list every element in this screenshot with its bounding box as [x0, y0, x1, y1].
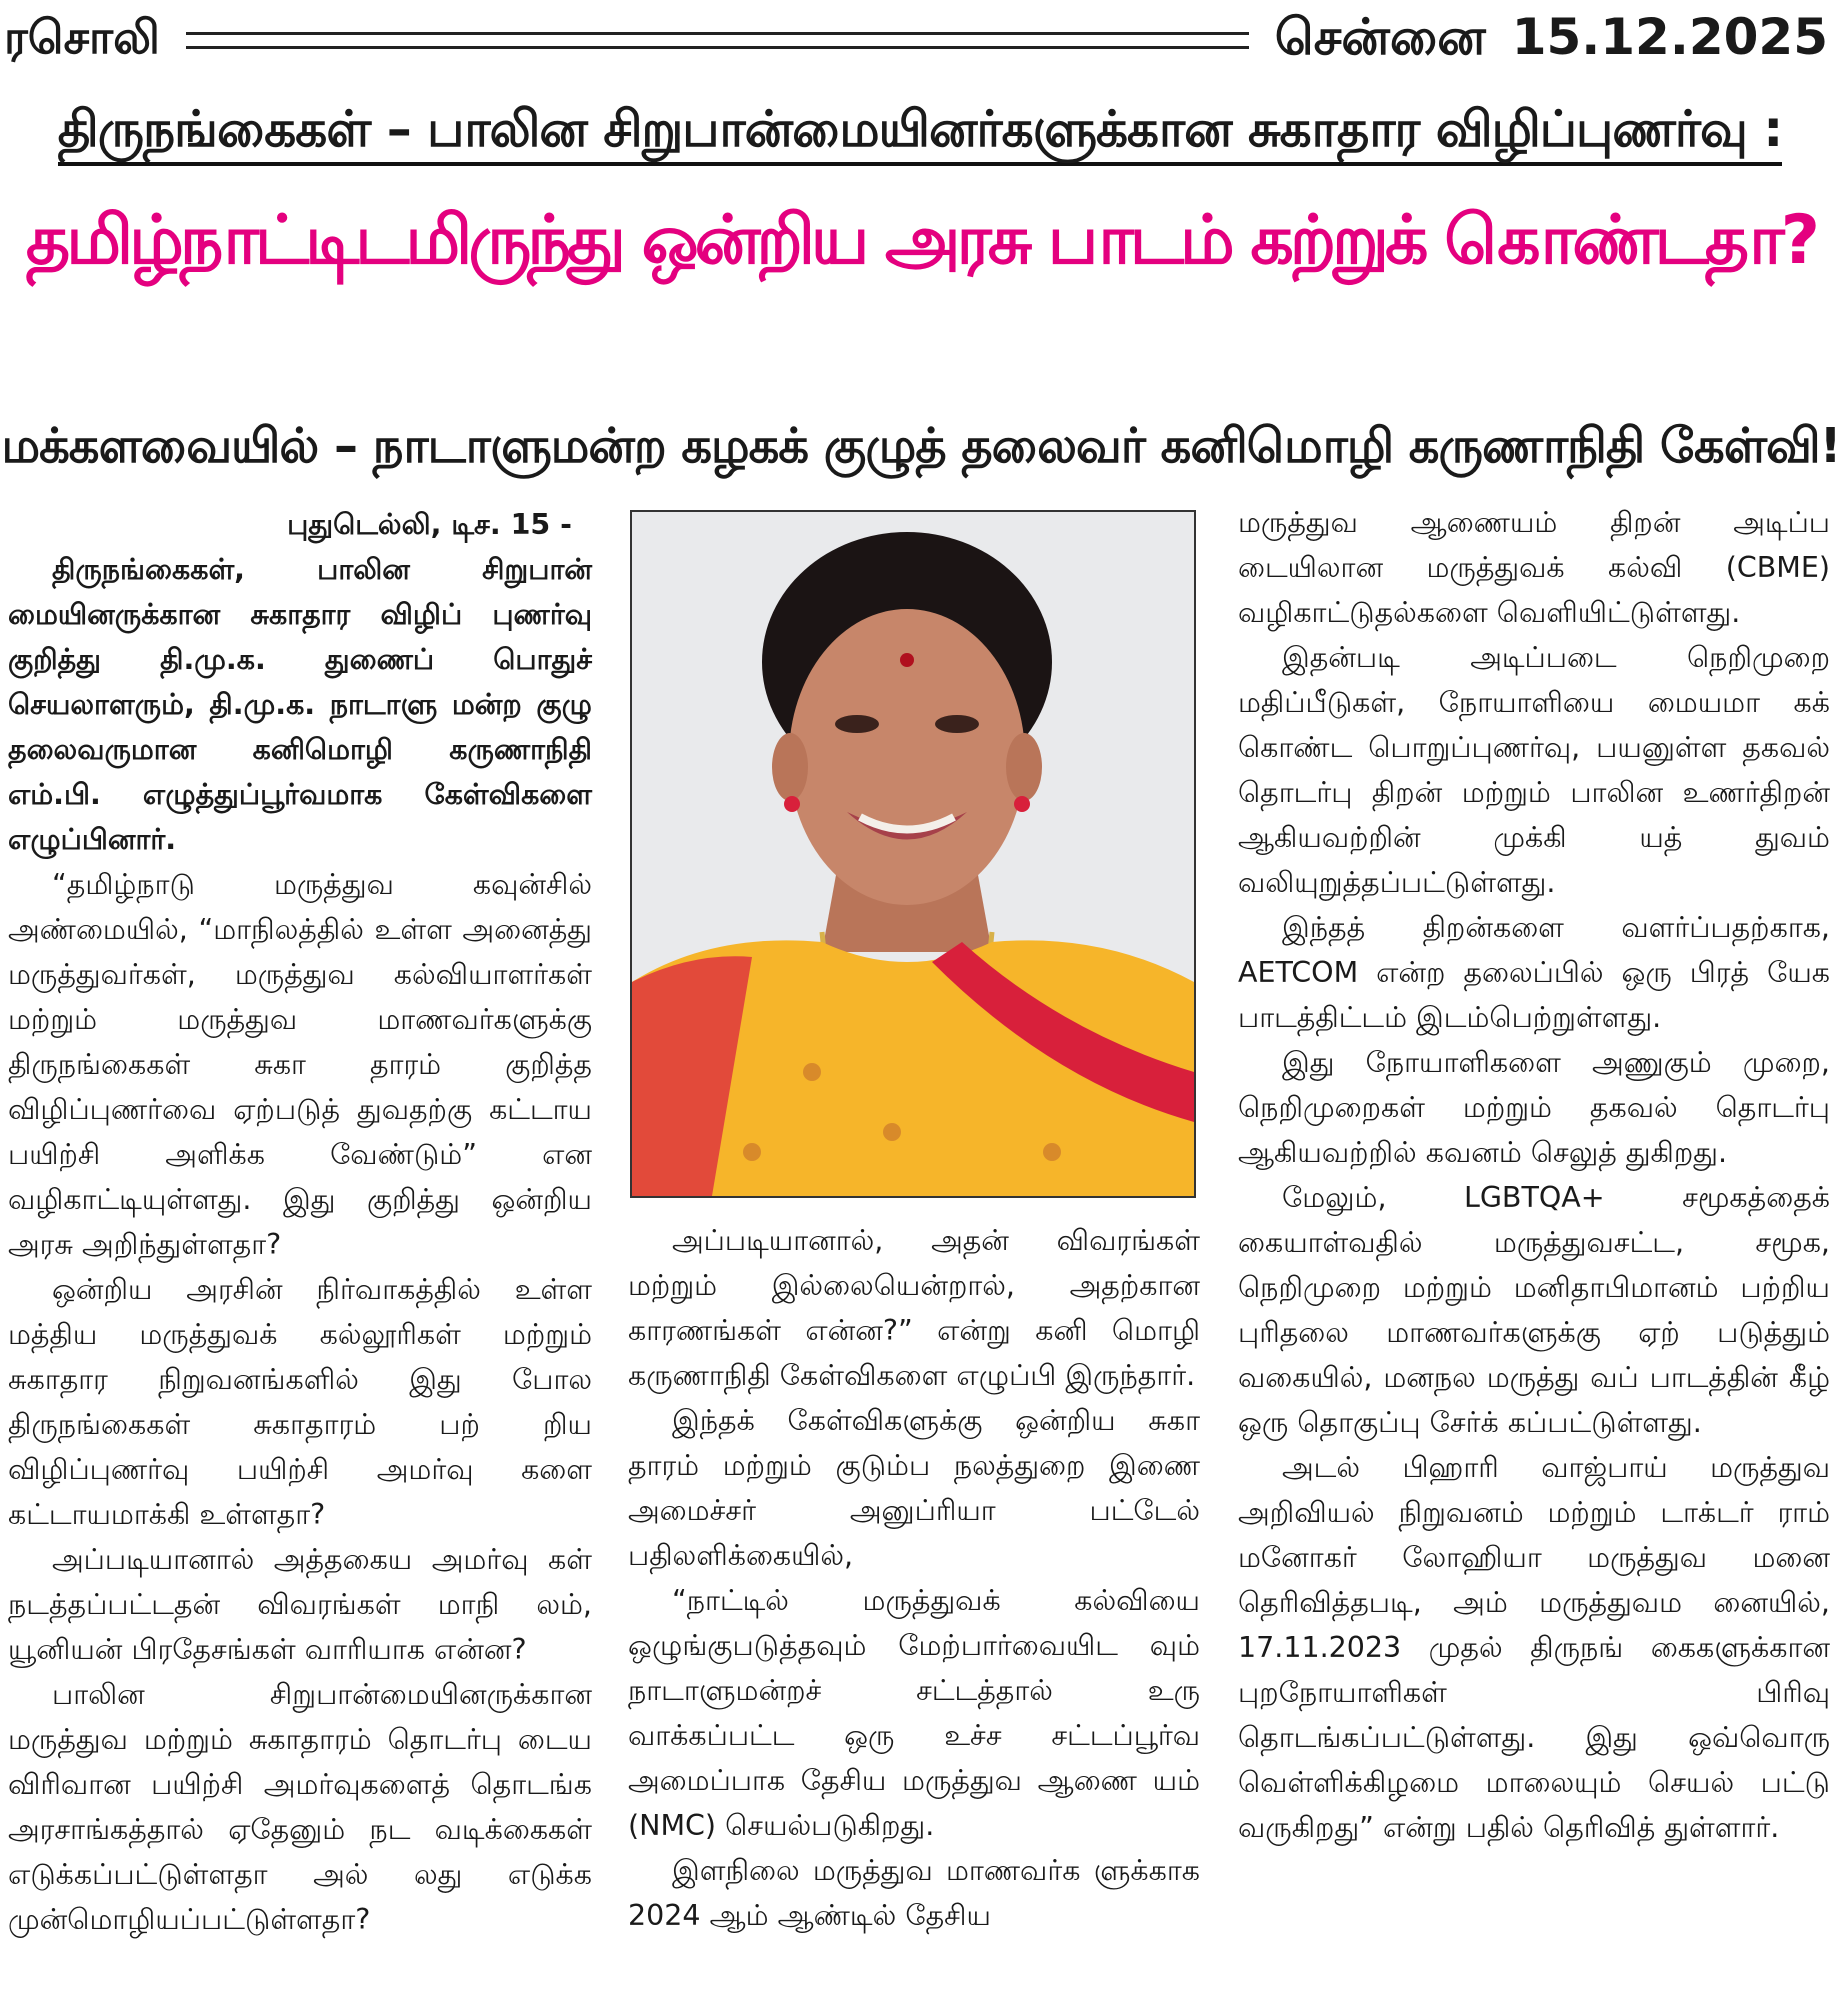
article-paragraph: இது நோயாளிகளை அணுகும் முறை, நெறிமுறைகள் மற்றும் தகவல் தொடர்பு ஆகியவற்றில் கவனம் செலுத் துகிறது. — [1238, 1046, 1830, 1169]
sub-headline: மக்களவையில் – நாடாளுமன்ற கழகக் குழுத் தலைவர் கனிமொழி கருணாநிதி கேள்வி! — [1, 418, 1841, 474]
article-paragraph: ஒன்றிய அரசின் நிர்வாகத்தில் உள்ள மத்திய மருத்துவக் கல்லூரிகள் மற்றும் சுகாதார நிறுவனங்களில் இது போல திருநங்கைகள் சுகாதாரம் பற் றிய விழிப்புணர்வு பயிற்சி அமர்வு களை கட்டாயமாக்கி உள்ளதா? — [8, 1273, 592, 1531]
eye-left — [835, 715, 879, 733]
main-headline: தமிழ்நாட்டிடமிருந்து ஒன்றிய அரசு பாடம் கற்றுக் கொண்டதா? — [25, 201, 1817, 280]
masthead-rule — [186, 32, 1249, 49]
ear-right — [1006, 733, 1042, 801]
kicker-text: திருநங்கைகள் – பாலின சிறுபான்மையினர்களுக்கான சுகாதார விழிப்புணர்வு : — [58, 100, 1782, 166]
article-paragraph: மருத்துவ ஆணையம் திறன் அடிப்ப டையிலான மருத்துவக் கல்வி (CBME) வழிகாட்டுதல்களை வெளியிட்டுள்ளது. — [1238, 506, 1830, 629]
article-paragraph: இந்தத் திறன்களை வளர்ப்பதற்காக, AETCOM என்ற தலைப்பில் ஒரு பிரத் யேக பாடத்திட்டம் இடம்பெற்றுள்ளது. — [1238, 911, 1830, 1034]
masthead-date: 15.12.2025 — [1511, 7, 1828, 66]
eye-right — [935, 715, 979, 733]
earring-right — [1014, 796, 1030, 812]
earring-left — [784, 796, 800, 812]
article-paragraph: அப்படியானால், அதன் விவரங்கள் மற்றும் இல்லையென்றால், அதற்கான காரணங்கள் என்ன?” என்று கனி மொழி கருணாநிதி கேள்விகளை எழுப்பி இருந்தார். — [628, 1224, 1200, 1392]
article-column-3 — [1238, 500, 1830, 1850]
article-paragraph: இந்தக் கேள்விகளுக்கு ஒன்றிய சுகா தாரம் மற்றும் குடும்ப நலத்துறை இணை அமைச்சர் அனுப்ரியா பட்டேல் பதிலளிக்கையில், — [628, 1404, 1200, 1572]
article-column-1 — [8, 502, 592, 1942]
portrait-illustration — [632, 512, 1194, 1196]
article-paragraph: இளநிலை மருத்துவ மாணவர்க ளுக்காக 2024 ஆம் ஆண்டில் தேசிய — [628, 1854, 1200, 1932]
article-column-2 — [628, 1218, 1200, 1938]
article-paragraph: “நாட்டில் மருத்துவக் கல்வியை ஒழுங்குபடுத்தவும் மேற்பார்வையிட வும் நாடாளுமன்றச் சட்டத்தால் உரு வாக்கப்பட்ட ஒரு உச்ச சட்டப்பூர்வ அமைப்பாக தேசிய மருத்துவ ஆணை யம் (NMC) செயல்படுகிறது. — [628, 1584, 1200, 1842]
article-paragraph: இதன்படி அடிப்படை நெறிமுறை மதிப்பீடுகள், நோயாளியை மையமா கக் கொண்ட பொறுப்புணர்வு, பயனுள்ள தகவல் தொடர்பு திறன் மற்றும் பாலின உணர்திறன் ஆகியவற்றின் முக்கி யத் துவம் வலியுறுத்தப்பட்டுள்ளது. — [1238, 641, 1830, 899]
article-lead-paragraph: திருநங்கைகள், பாலின சிறுபான் மையினருக்கான சுகாதார விழிப் புணர்வு குறித்து தி.மு.க. துணைப் பொதுச் செயலாளரும், தி.மு.க. நாடாளு மன்ற குழு தலைவருமான கனிமொழி கருணாநிதி எம்.பி. எழுத்துப்பூர்வமாக கேள்விகளை எழுப்பினார். — [8, 553, 592, 856]
article-paragraph: “தமிழ்நாடு மருத்துவ கவுன்சில் அண்மையில், “மாநிலத்தில் உள்ள அனைத்து மருத்துவர்கள், மருத்துவ கல்வியாளர்கள் மற்றும் மருத்துவ மாணவர்களுக்கு திருநங்கைகள் சுகா தாரம் குறித்த விழிப்புணர்வை ஏற்படுத் துவதற்கு கட்டாய பயிற்சி அளிக்க வேண்டும்” என வழிகாட்டியுள்ளது. இது குறித்து ஒன்றிய அரசு அறிந்துள்ளதா? — [8, 868, 592, 1261]
saree-motif — [1043, 1143, 1061, 1161]
article-dateline: புதுடெல்லி, டிச. 15 - — [287, 508, 572, 541]
masthead-city: சென்னை — [1274, 7, 1486, 66]
article-paragraph: அடல் பிஹாரி வாஜ்பாய் மருத்துவ அறிவியல் நிறுவனம் மற்றும் டாக்டர் ராம் மனோகர் லோஹியா மருத்துவ மனை தெரிவித்தபடி, அம் மருத்துவம னையில், 17.11.2023 முதல் திருநங் கைகளுக்கான புறநோயாளிகள் பிரிவு தொடங்கப்பட்டுள்ளது. இது ஒவ்வொரு வெள்ளிக்கிழமை மாலையும் செயல் பட்டு வருகிறது” என்று பதில் தெரிவித் துள்ளார். — [1238, 1451, 1830, 1844]
article-paragraph: பாலின சிறுபான்மையினருக்கான மருத்துவ மற்றும் சுகாதாரம் தொடர்பு டைய விரிவான பயிற்சி அமர்வுகளைத் தொடங்க அரசாங்கத்தால் ஏதேனும் நட வடிக்கைகள் எடுக்கப்பட்டுள்ளதா அல் லது எடுக்க முன்மொழியப்பட்டுள்ளதா? — [8, 1678, 592, 1936]
saree-motif — [743, 1143, 761, 1161]
masthead — [0, 0, 1842, 80]
bindi — [900, 653, 914, 667]
kicker-headline — [40, 100, 1800, 165]
newspaper-name: ரசொலி — [4, 9, 160, 64]
portrait-photo — [630, 510, 1196, 1198]
ear-left — [772, 733, 808, 801]
saree-motif — [883, 1123, 901, 1141]
saree-motif — [803, 1063, 821, 1081]
article-paragraph: மேலும், LGBTQA+ சமூகத்தைக் கையாள்வதில் மருத்துவசட்ட, சமூக, நெறிமுறை மற்றும் மனிதாபிமானம் பற்றிய புரிதலை மாணவர்களுக்கு ஏற் படுத்தும் வகையில், மனநல மருத்து வப் பாடத்தின் கீழ் ஒரு தொகுப்பு சேர்க் கப்பட்டுள்ளது. — [1238, 1181, 1830, 1439]
article-paragraph: அப்படியானால் அத்தகைய அமர்வு கள் நடத்தப்பட்டதன் விவரங்கள் மாநி லம், யூனியன் பிரதேசங்கள் வாரியாக என்ன? — [8, 1543, 592, 1666]
masthead-dateline — [1275, 8, 1842, 73]
